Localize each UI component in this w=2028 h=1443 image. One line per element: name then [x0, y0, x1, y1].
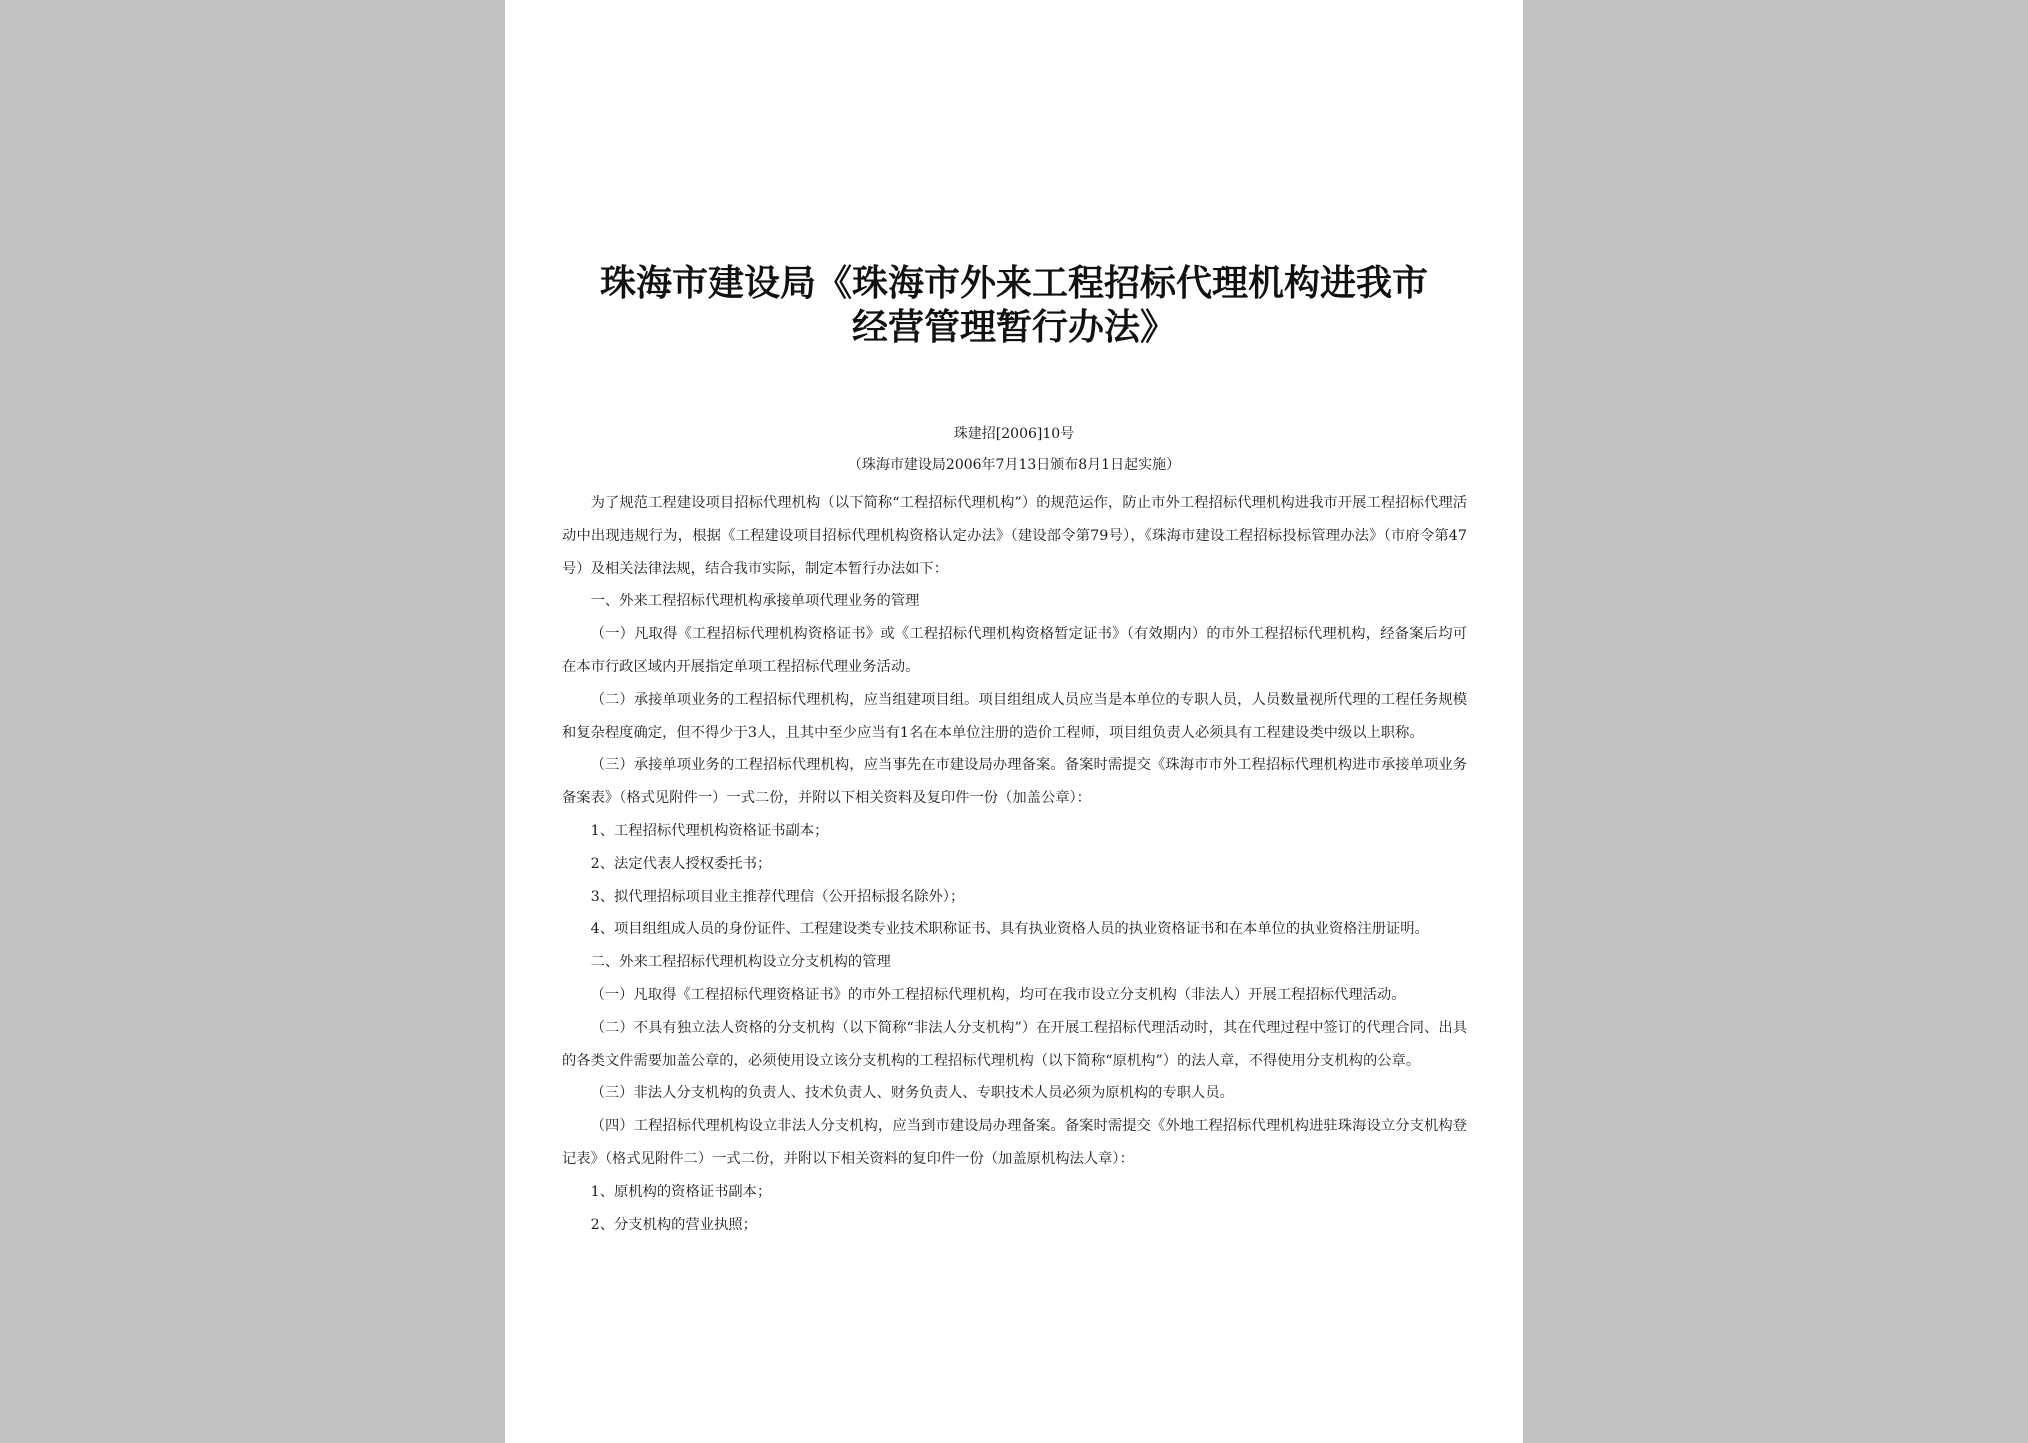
- title-line-1: 珠海市建设局《珠海市外来工程招标代理机构进我市: [599, 263, 1428, 304]
- paragraph: （一）凡取得《工程招标代理资格证书》的市外工程招标代理机构，均可在我市设立分支机构（非法人）开展工程招标代理活动。: [590, 986, 1406, 1003]
- paragraph: （三）非法人分支机构的负责人、技术负责人、财务负责人、专职技术人员必须为原机构的专职人员。: [590, 1085, 1234, 1102]
- paragraph: （二）不具有独立法人资格的分支机构（以下简称“非法人分支机构”）在开展工程招标代理活动时，其在代理过程中签订的代理合同、出具的各类文件需要加盖公章的，必须使用设立该分支机构的工程招标代理机构（以下简称“原机构”）的法人章，不得使用分支机构的公章。: [562, 1019, 1467, 1069]
- document-title: [545, 262, 1483, 350]
- paragraph-preamble: 为了规范工程建设项目招标代理机构（以下简称“工程招标代理机构”）的规范运作，防止市外工程招标代理机构进我市开展工程招标代理活动中出现违规行为，根据《工程建设项目招标代理机构资格认定办法》（建设部令第79号），《珠海市建设工程招标投标管理办法》（市府令第47号）及相关法律法规，结合我市实际，制定本暂行办法如下：: [562, 495, 1467, 577]
- paragraph: （一）凡取得《工程招标代理机构资格证书》或《工程招标代理机构资格暂定证书》（有效期内）的市外工程招标代理机构，经备案后均可在本市行政区域内开展指定单项工程招标代理业务活动。: [562, 626, 1467, 675]
- document-number: 珠建招[2006]10号: [953, 426, 1075, 442]
- document-body: [562, 487, 1467, 1241]
- list-item: 1、工程招标代理机构资格证书副本；: [590, 822, 829, 839]
- paragraph: （四）工程招标代理机构设立非法人分支机构，应当到市建设局办理备案。备案时需提交《外地工程招标代理机构进驻珠海设立分支机构登记表》（格式见附件二）一式二份，并附以下相关资料的复印件一份（加盖原机构法人章）：: [562, 1118, 1467, 1167]
- paragraph: （三）承接单项业务的工程招标代理机构，应当事先在市建设局办理备案。备案时需提交《珠海市市外工程招标代理机构进市承接单项业务备案表》（格式见附件一）一式二份，并附以下相关资料及复印件一份（加盖公章）：: [562, 757, 1467, 807]
- list-item: 4、项目组组成人员的身份证件、工程建设类专业技术职称证书、具有执业资格人员的执业资格证书和在本单位的执业资格注册证明。: [590, 921, 1429, 938]
- list-item: 2、法定代表人授权委托书；: [590, 855, 772, 872]
- list-item: 2、分支机构的营业执照；: [590, 1216, 757, 1233]
- issue-note: （珠海市建设局2006年7月13日颁布8月1日起实施）: [847, 457, 1181, 473]
- title-line-2: 经营管理暂行办法》: [851, 307, 1176, 348]
- section-heading-2: 二、外来工程招标代理机构设立分支机构的管理: [590, 954, 891, 971]
- section-heading-1: 一、外来工程招标代理机构承接单项代理业务的管理: [590, 593, 920, 610]
- document-page: [505, 0, 1523, 1443]
- paragraph: （二）承接单项业务的工程招标代理机构，应当组建项目组。项目组组成人员应当是本单位的专职人员，人员数量视所代理的工程任务规模和复杂程度确定，但不得少于3人，且其中至少应当有1名在本单位注册的造价工程师，项目组负责人必须具有工程建设类中级以上职称。: [562, 691, 1467, 741]
- list-item: 3、拟代理招标项目业主推荐代理信（公开招标报名除外）；: [590, 888, 965, 905]
- list-item: 1、原机构的资格证书副本；: [590, 1183, 772, 1200]
